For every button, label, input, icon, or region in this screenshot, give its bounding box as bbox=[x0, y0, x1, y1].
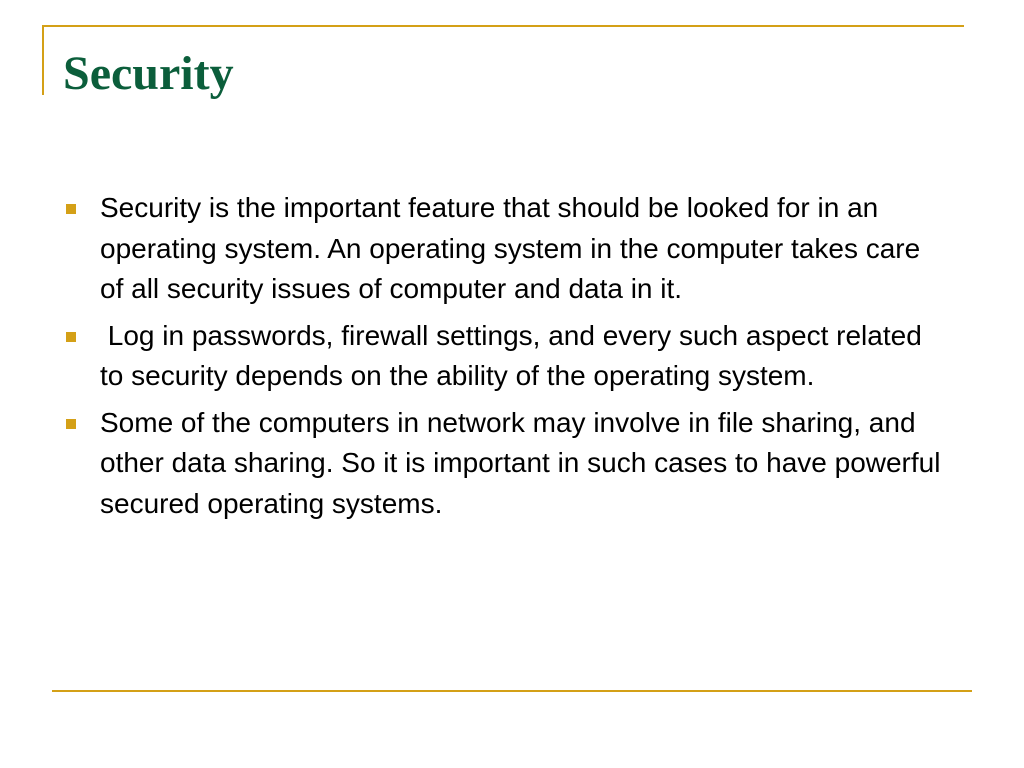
bullet-text: Log in passwords, firewall settings, and every such aspect related to security depends on the ability of the operating system. bbox=[100, 319, 930, 391]
square-bullet-icon bbox=[66, 419, 76, 429]
title-frame-left-rule bbox=[42, 25, 44, 95]
bullet-item bbox=[62, 316, 942, 397]
square-bullet-icon bbox=[66, 332, 76, 342]
footer-rule bbox=[52, 690, 972, 692]
slide-title: Security bbox=[63, 47, 234, 100]
bullet-item bbox=[62, 403, 949, 525]
bullet-item bbox=[62, 188, 942, 310]
bullet-text: Some of the computers in network may involve in file sharing, and other data sharing. So it is important in such cases to have powerful secured operating systems. bbox=[100, 406, 949, 519]
square-bullet-icon bbox=[66, 204, 76, 214]
title-frame-top-rule bbox=[42, 25, 964, 27]
bullet-text: Security is the important feature that should be looked for in an operating system. An operating system in the computer takes care of all security issues of computer and data in it. bbox=[100, 192, 928, 304]
bullet-list bbox=[62, 188, 949, 530]
